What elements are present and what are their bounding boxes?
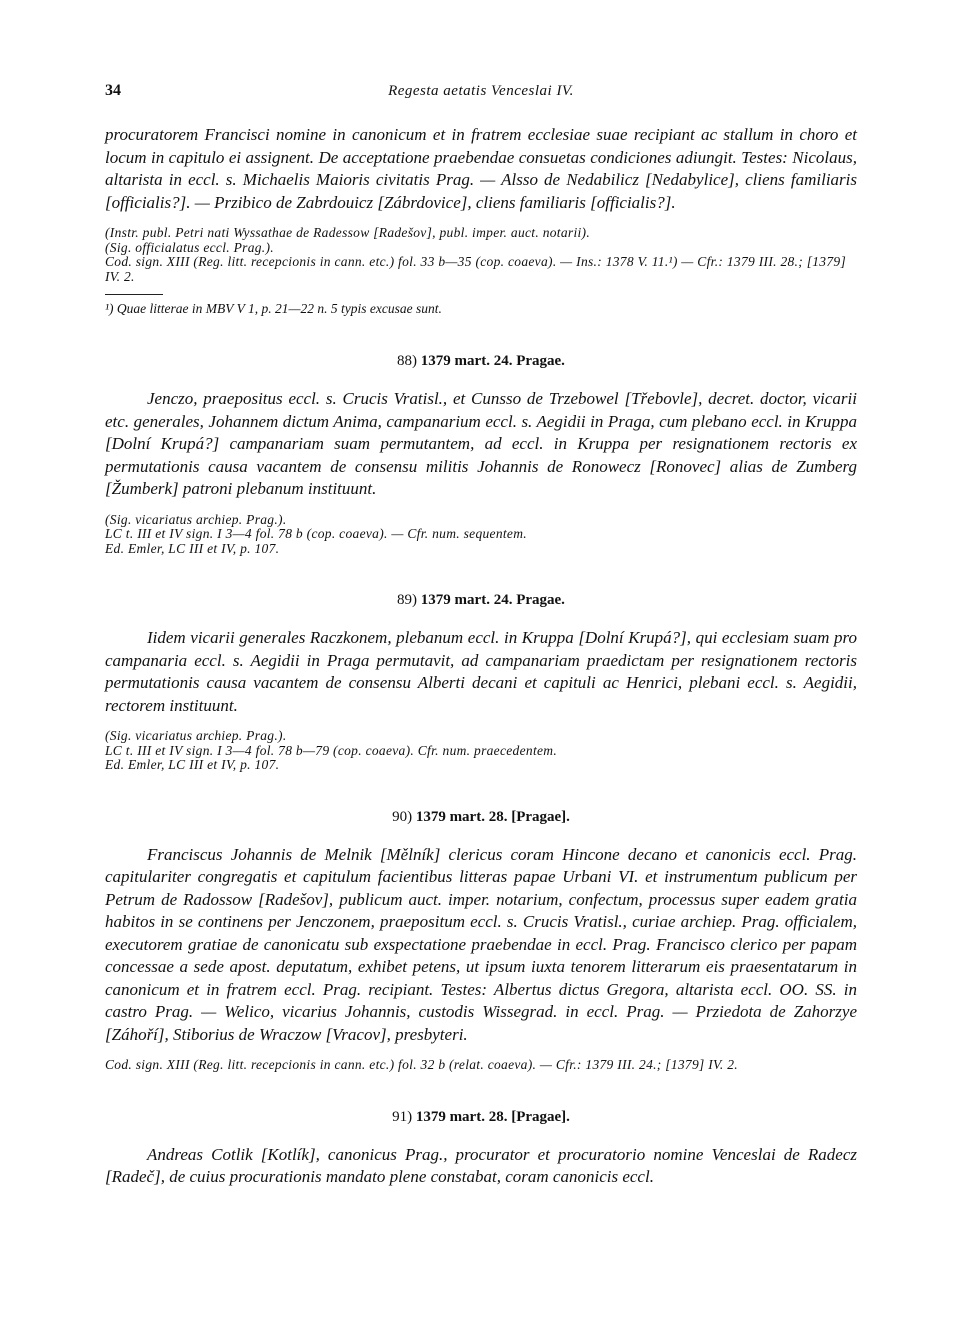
page-number: 34 <box>105 82 121 99</box>
entry-date: 1379 mart. 28. [Pragae]. <box>415 808 570 825</box>
footnote: ¹) Quae litterae in MBV V 1, p. 21—22 n. 5 typis excusae sunt. <box>105 301 442 316</box>
entry-90 <box>105 809 857 1073</box>
entry-number: 90) <box>392 808 413 825</box>
entry-heading <box>105 592 857 609</box>
apparatus-line: LC t. III et IV sign. I 3—4 fol. 78 b (cop. coaeva). — Cfr. num. sequentem. <box>105 526 527 541</box>
running-title: Regesta aetatis Venceslai IV. <box>388 83 574 99</box>
apparatus-line: LC t. III et IV sign. I 3—4 fol. 78 b—79 (cop. coaeva). Cfr. num. praecedentem. <box>105 742 558 758</box>
entry-text: Jenczo, praepositus eccl. s. Crucis Vratisl., et Cunsso de Trzebowel [Třebovle], decret. doctor, vicarii etc. generales, Johannem dictum Anima, campanarium eccl. s. Aegidii in Praga, cum plebano eccl. in Kruppa [Dolní Krupá?] campanariam suam permutantem, ad eccl. in Kruppa per resignationem rectoris ex permutationis causa vacantem de consensu militis Johannis de Ronowecz [Ronovec] alias de Zumberg [Žumberk] patroni plebanum instituunt. <box>105 389 857 498</box>
entry-text: Andreas Cotlik [Kotlík], canonicus Prag., procurator et procuratorio nomine Venceslai de Radecz [Radeč], de cuius procurationis mandato plene constabat, coram canonicis eccl. <box>105 1144 857 1186</box>
apparatus-line: (Sig. officialatus eccl. Prag.). <box>105 239 274 255</box>
entry-87-continuation <box>105 124 857 317</box>
entry-heading <box>105 1109 857 1126</box>
apparatus-line: (Instr. publ. Petri nati Wyssathae de Radessow [Radešov], publ. imper. auct. notarii). <box>105 225 591 240</box>
entry-heading <box>105 809 857 826</box>
page-header <box>105 82 857 106</box>
entry-date: 1379 mart. 24. Pragae. <box>420 592 565 608</box>
entry-91 <box>105 1109 857 1189</box>
entry-number: 88) <box>397 353 418 369</box>
entry-heading <box>105 353 857 370</box>
entry-89 <box>105 592 857 773</box>
entry-text: Iidem vicarii generales Raczkonem, plebanum eccl. in Kruppa [Dolní Krupá?], qui ecclesiam suam pro campanaria eccl. s. Aegidii in Praga permutavit, ad campanariam praedictam per resignationem rectoris permutationis causa vacantem de consensu Alberti decani et capituli ac Henrici, plebani eccl. s. Aegidii, rectorem instituunt. <box>105 628 857 715</box>
apparatus-line: Ed. Emler, LC III et IV, p. 107. <box>105 540 280 556</box>
entry-88 <box>105 353 857 556</box>
entry-date: 1379 mart. 28. [Pragae]. <box>415 1108 570 1125</box>
apparatus-line: Cod. sign. XIII (Reg. litt. recepcionis in cann. etc.) fol. 32 b (relat. coaeva). — Cfr.: 1379 III. 24.; [1379] IV. 2. <box>105 1057 738 1072</box>
apparatus-line: (Sig. vicariatus archiep. Prag.). <box>105 511 287 527</box>
page-body <box>105 124 857 1189</box>
entry-number: 89) <box>397 592 418 608</box>
entry-text: procuratorem Francisci nomine in canonicum et in fratrem ecclesiae suae recipiant ac stallum in choro et locum in capitulo ei assignent. De acceptatione praebendae consuetas condiciones adiungit. Testes: Nicolaus, altarista in eccl. s. Michaelis Maioris civitatis Prag. — Alsso de Nedabilicz [Nedabylice], cliens familiaris [officialis?]. — Przibico de Zabrdouicz [Zábrdovice], cliens familiaris [officialis?]. <box>105 125 857 212</box>
apparatus-line: Ed. Emler, LC III et IV, p. 107. <box>105 757 280 772</box>
apparatus-line: (Sig. vicariatus archiep. Prag.). <box>105 728 287 743</box>
apparatus <box>105 226 857 284</box>
apparatus <box>105 513 857 557</box>
apparatus <box>105 729 857 773</box>
entry-text: Franciscus Johannis de Melnik [Mělník] clericus coram Hincone decano et canonicis eccl. Prag. capitulariter congregatis et capitulum facientibus litteras papae Urbani VI. et instrumentum publicum per Petrum de Radossow [Radešov], publicum auct. imper. notarium, confectum, processus super eadem gratia habitos in se continens per Jenczonem, praepositum eccl. s. Crucis Vratisl., curiae archiep. Prag. officialem, executorem gratiae de canonicatu sub exspectatione praebendae in eccl. Prag. Francisco clerico per papam concessae a sede apost. deputatum, exhibet petens, ut ipsum iuxta tenorem litterarum eis praesentatarum in canonicum et in fratrem eccl. Prag. recipiant. Testes: Albertus dictus Gregora, altarista eccl. OO. SS. in castro Prag. — Welico, vicarius Johannis, custodis Wissegrad. in eccl. Prag. — Prziedota de Zahorzye [Záhoří], Stiborius de Wraczow [Vracov], presbyteri. <box>105 844 857 1044</box>
entry-date: 1379 mart. 24. Pragae. <box>420 353 565 369</box>
entry-number: 91) <box>392 1108 413 1125</box>
apparatus-line: Cod. sign. XIII (Reg. litt. recepcionis in cann. etc.) fol. 33 b—35 (cop. coaeva). — Ins.: 1378 V. 11.¹) — Cfr.: 1379 III. 28.; [1379] IV. 2. <box>105 254 847 284</box>
footnote-divider <box>105 294 163 295</box>
apparatus <box>105 1058 857 1073</box>
